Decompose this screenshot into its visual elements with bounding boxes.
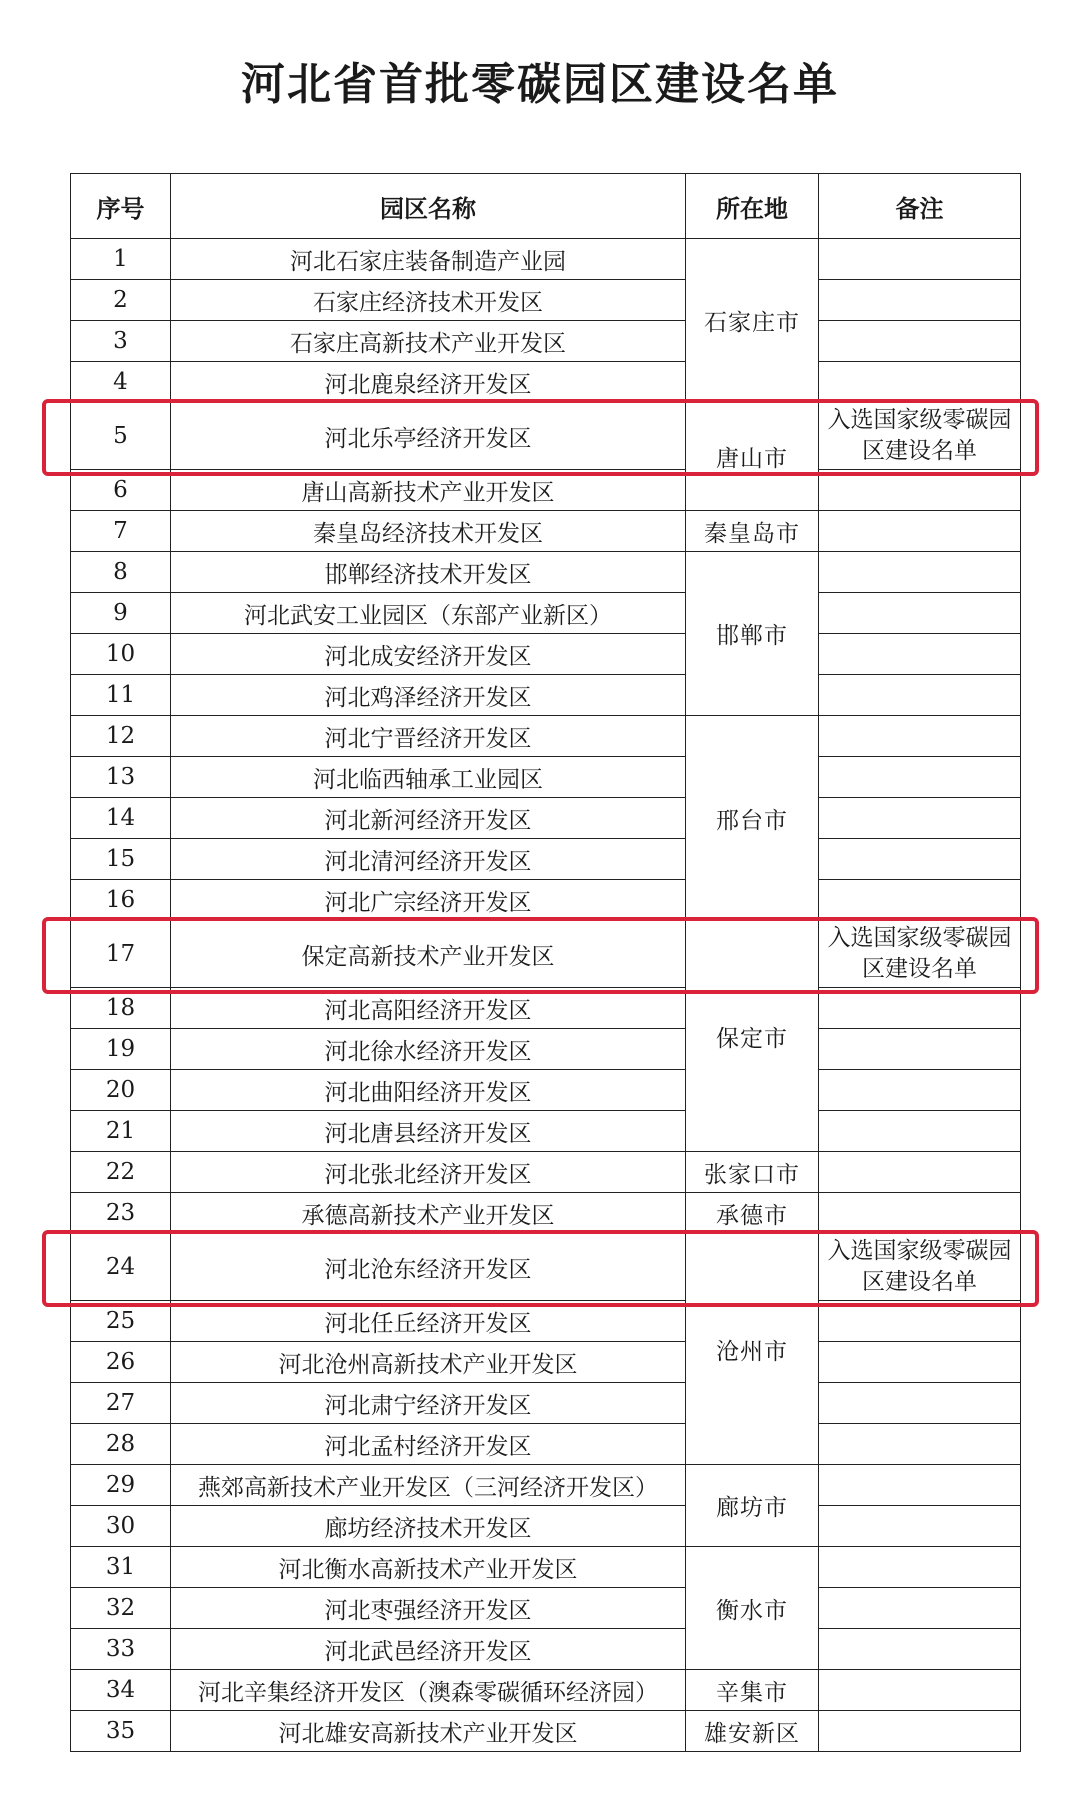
row-note bbox=[819, 1070, 1021, 1111]
row-park-name: 河北孟村经济开发区 bbox=[171, 1424, 686, 1465]
row-seq: 14 bbox=[71, 798, 171, 839]
row-seq: 23 bbox=[71, 1193, 171, 1234]
row-seq: 12 bbox=[71, 716, 171, 757]
table-row bbox=[71, 280, 1021, 321]
row-seq: 19 bbox=[71, 1029, 171, 1070]
row-location: 沧州市 bbox=[686, 1234, 819, 1465]
table-row bbox=[71, 1711, 1021, 1752]
row-note bbox=[819, 511, 1021, 552]
table-row bbox=[71, 1588, 1021, 1629]
row-park-name: 河北沧州高新技术产业开发区 bbox=[171, 1342, 686, 1383]
row-note: 入选国家级零碳园区建设名单 bbox=[819, 921, 1021, 988]
row-note bbox=[819, 280, 1021, 321]
table-row bbox=[71, 1029, 1021, 1070]
row-note bbox=[819, 1711, 1021, 1752]
row-seq: 13 bbox=[71, 757, 171, 798]
row-seq: 22 bbox=[71, 1152, 171, 1193]
row-note bbox=[819, 1465, 1021, 1506]
row-park-name: 河北辛集经济开发区（澳森零碳循环经济园） bbox=[171, 1670, 686, 1711]
table-row bbox=[71, 403, 1021, 470]
row-seq: 28 bbox=[71, 1424, 171, 1465]
row-park-name: 河北乐亭经济开发区 bbox=[171, 403, 686, 470]
row-location: 邢台市 bbox=[686, 716, 819, 921]
table-row bbox=[71, 1424, 1021, 1465]
table-row bbox=[71, 362, 1021, 403]
row-park-name: 保定高新技术产业开发区 bbox=[171, 921, 686, 988]
row-note bbox=[819, 716, 1021, 757]
table-row bbox=[71, 1547, 1021, 1588]
row-note bbox=[819, 1506, 1021, 1547]
row-seq: 10 bbox=[71, 634, 171, 675]
row-note bbox=[819, 1152, 1021, 1193]
row-note bbox=[819, 1547, 1021, 1588]
row-location: 保定市 bbox=[686, 921, 819, 1152]
table-row bbox=[71, 1506, 1021, 1547]
row-park-name: 石家庄经济技术开发区 bbox=[171, 280, 686, 321]
table-row bbox=[71, 880, 1021, 921]
row-seq: 5 bbox=[71, 403, 171, 470]
row-note bbox=[819, 675, 1021, 716]
row-park-name: 邯郸经济技术开发区 bbox=[171, 552, 686, 593]
row-seq: 1 bbox=[71, 239, 171, 280]
row-note bbox=[819, 1383, 1021, 1424]
table-row bbox=[71, 675, 1021, 716]
row-seq: 26 bbox=[71, 1342, 171, 1383]
document-title: 河北省首批零碳园区建设名单 bbox=[241, 59, 839, 110]
row-location: 张家口市 bbox=[686, 1152, 819, 1193]
row-park-name: 石家庄高新技术产业开发区 bbox=[171, 321, 686, 362]
table-row bbox=[71, 634, 1021, 675]
row-seq: 3 bbox=[71, 321, 171, 362]
row-park-name: 秦皇岛经济技术开发区 bbox=[171, 511, 686, 552]
table-row bbox=[71, 470, 1021, 511]
row-note: 入选国家级零碳园区建设名单 bbox=[819, 1234, 1021, 1301]
row-seq: 6 bbox=[71, 470, 171, 511]
header-seq: 序号 bbox=[71, 174, 171, 239]
row-note bbox=[819, 1029, 1021, 1070]
row-location: 雄安新区 bbox=[686, 1711, 819, 1752]
table-row bbox=[71, 839, 1021, 880]
row-park-name: 河北新河经济开发区 bbox=[171, 798, 686, 839]
row-note bbox=[819, 321, 1021, 362]
row-park-name: 河北曲阳经济开发区 bbox=[171, 1070, 686, 1111]
table-row bbox=[71, 552, 1021, 593]
table-row bbox=[71, 1070, 1021, 1111]
row-location: 辛集市 bbox=[686, 1670, 819, 1711]
table-row bbox=[71, 1383, 1021, 1424]
row-note bbox=[819, 880, 1021, 921]
row-location: 邯郸市 bbox=[686, 552, 819, 716]
row-note: 入选国家级零碳园区建设名单 bbox=[819, 403, 1021, 470]
table-row bbox=[71, 921, 1021, 988]
row-seq: 34 bbox=[71, 1670, 171, 1711]
row-note bbox=[819, 1670, 1021, 1711]
row-note bbox=[819, 988, 1021, 1029]
row-seq: 27 bbox=[71, 1383, 171, 1424]
row-park-name: 河北清河经济开发区 bbox=[171, 839, 686, 880]
row-park-name: 河北衡水高新技术产业开发区 bbox=[171, 1547, 686, 1588]
table-row bbox=[71, 716, 1021, 757]
row-seq: 17 bbox=[71, 921, 171, 988]
table-row bbox=[71, 798, 1021, 839]
row-park-name: 河北雄安高新技术产业开发区 bbox=[171, 1711, 686, 1752]
row-note bbox=[819, 1193, 1021, 1234]
row-seq: 4 bbox=[71, 362, 171, 403]
row-note bbox=[819, 1301, 1021, 1342]
row-note bbox=[819, 634, 1021, 675]
row-seq: 7 bbox=[71, 511, 171, 552]
table-row bbox=[71, 593, 1021, 634]
row-seq: 21 bbox=[71, 1111, 171, 1152]
table-row bbox=[71, 1629, 1021, 1670]
row-seq: 11 bbox=[71, 675, 171, 716]
row-park-name: 河北高阳经济开发区 bbox=[171, 988, 686, 1029]
row-note bbox=[819, 1342, 1021, 1383]
table-row bbox=[71, 1193, 1021, 1234]
row-seq: 32 bbox=[71, 1588, 171, 1629]
table-header-row bbox=[71, 174, 1021, 239]
row-park-name: 河北宁晋经济开发区 bbox=[171, 716, 686, 757]
row-location: 秦皇岛市 bbox=[686, 511, 819, 552]
header-location: 所在地 bbox=[686, 174, 819, 239]
row-note bbox=[819, 839, 1021, 880]
table-body bbox=[71, 239, 1021, 1752]
row-location: 衡水市 bbox=[686, 1547, 819, 1670]
row-park-name: 河北广宗经济开发区 bbox=[171, 880, 686, 921]
row-park-name: 河北枣强经济开发区 bbox=[171, 1588, 686, 1629]
row-seq: 8 bbox=[71, 552, 171, 593]
table-row bbox=[71, 988, 1021, 1029]
row-note bbox=[819, 757, 1021, 798]
row-seq: 18 bbox=[71, 988, 171, 1029]
row-park-name: 河北唐县经济开发区 bbox=[171, 1111, 686, 1152]
row-park-name: 河北徐水经济开发区 bbox=[171, 1029, 686, 1070]
table-row bbox=[71, 1342, 1021, 1383]
header-park-name: 园区名称 bbox=[171, 174, 686, 239]
row-location: 承德市 bbox=[686, 1193, 819, 1234]
row-location: 石家庄市 bbox=[686, 239, 819, 403]
row-park-name: 河北成安经济开发区 bbox=[171, 634, 686, 675]
row-seq: 2 bbox=[71, 280, 171, 321]
row-seq: 29 bbox=[71, 1465, 171, 1506]
row-park-name: 廊坊经济技术开发区 bbox=[171, 1506, 686, 1547]
row-park-name: 河北武安工业园区（东部产业新区） bbox=[171, 593, 686, 634]
row-park-name: 河北张北经济开发区 bbox=[171, 1152, 686, 1193]
row-note bbox=[819, 798, 1021, 839]
table-row bbox=[71, 511, 1021, 552]
row-note bbox=[819, 470, 1021, 511]
row-seq: 24 bbox=[71, 1234, 171, 1301]
row-park-name: 唐山高新技术产业开发区 bbox=[171, 470, 686, 511]
table-row bbox=[71, 1301, 1021, 1342]
table-row bbox=[71, 1670, 1021, 1711]
row-note bbox=[819, 1424, 1021, 1465]
park-list-table bbox=[70, 173, 1021, 1752]
row-park-name: 河北鸡泽经济开发区 bbox=[171, 675, 686, 716]
row-park-name: 河北鹿泉经济开发区 bbox=[171, 362, 686, 403]
row-park-name: 河北临西轴承工业园区 bbox=[171, 757, 686, 798]
row-note bbox=[819, 362, 1021, 403]
row-seq: 25 bbox=[71, 1301, 171, 1342]
row-seq: 15 bbox=[71, 839, 171, 880]
row-note bbox=[819, 1629, 1021, 1670]
row-note bbox=[819, 593, 1021, 634]
table-row bbox=[71, 321, 1021, 362]
row-park-name: 河北任丘经济开发区 bbox=[171, 1301, 686, 1342]
row-park-name: 河北肃宁经济开发区 bbox=[171, 1383, 686, 1424]
row-note bbox=[819, 239, 1021, 280]
row-seq: 30 bbox=[71, 1506, 171, 1547]
row-location: 唐山市 bbox=[686, 403, 819, 511]
row-location: 廊坊市 bbox=[686, 1465, 819, 1547]
row-note bbox=[819, 1111, 1021, 1152]
table-row bbox=[71, 1465, 1021, 1506]
row-seq: 31 bbox=[71, 1547, 171, 1588]
row-park-name: 河北沧东经济开发区 bbox=[171, 1234, 686, 1301]
row-seq: 20 bbox=[71, 1070, 171, 1111]
row-park-name: 承德高新技术产业开发区 bbox=[171, 1193, 686, 1234]
row-park-name: 河北石家庄装备制造产业园 bbox=[171, 239, 686, 280]
row-park-name: 河北武邑经济开发区 bbox=[171, 1629, 686, 1670]
row-seq: 9 bbox=[71, 593, 171, 634]
row-seq: 33 bbox=[71, 1629, 171, 1670]
table-row bbox=[71, 1111, 1021, 1152]
row-park-name: 燕郊高新技术产业开发区（三河经济开发区） bbox=[171, 1465, 686, 1506]
header-note: 备注 bbox=[819, 174, 1021, 239]
row-note bbox=[819, 552, 1021, 593]
row-seq: 35 bbox=[71, 1711, 171, 1752]
row-seq: 16 bbox=[71, 880, 171, 921]
table-row bbox=[71, 1234, 1021, 1301]
table-row bbox=[71, 757, 1021, 798]
table-row bbox=[71, 239, 1021, 280]
row-note bbox=[819, 1588, 1021, 1629]
table-row bbox=[71, 1152, 1021, 1193]
